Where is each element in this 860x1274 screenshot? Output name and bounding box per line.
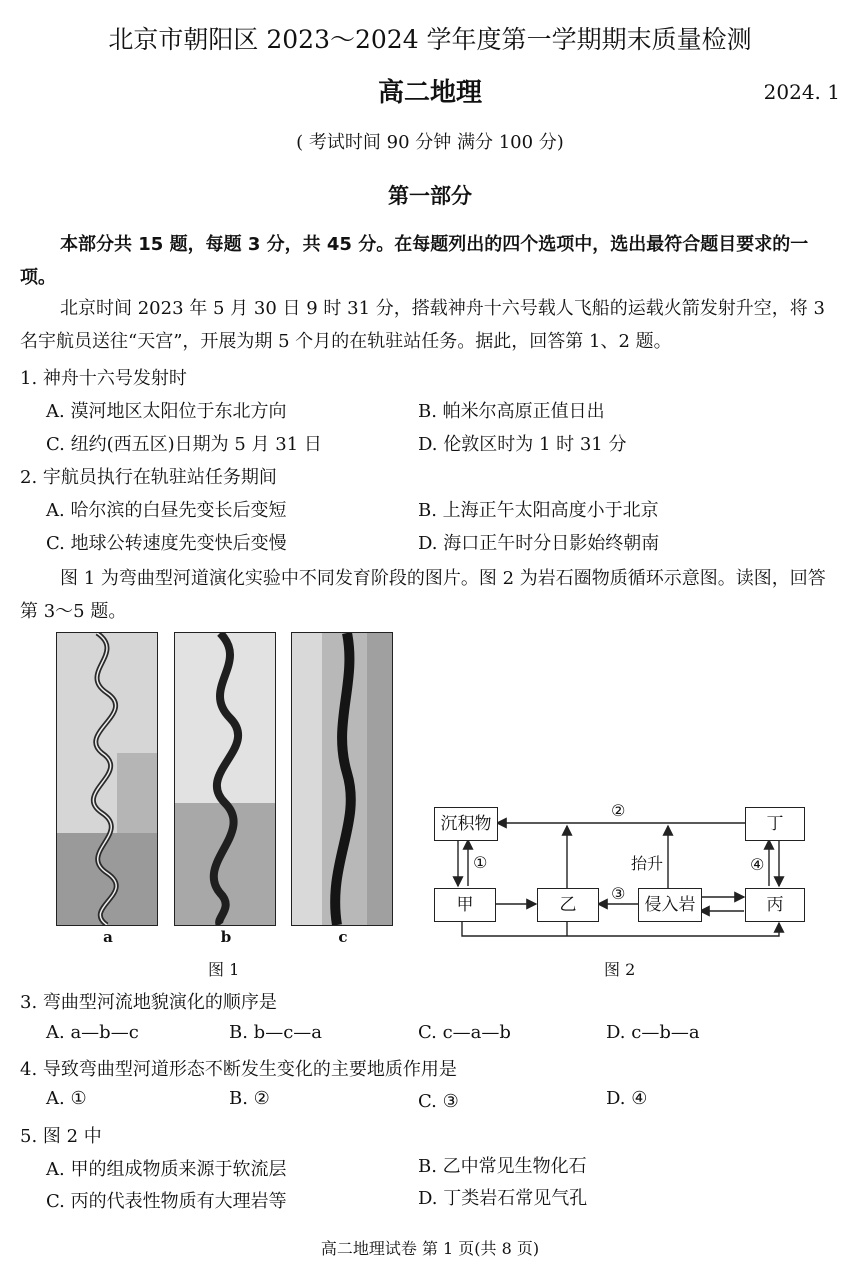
q1-option-d: D. 伦敦区时为 1 时 31 分 [418, 434, 627, 455]
exam-info: ( 考试时间 90 分钟 满分 100 分) [296, 132, 564, 153]
q5-option-b: B. 乙中常见生物化石 [418, 1156, 587, 1177]
q2-option-d: D. 海口正午时分日影始终朝南 [418, 533, 660, 554]
label-circle-2: ② [611, 801, 626, 820]
q2-option-b: B. 上海正午太阳高度小于北京 [418, 500, 659, 521]
exam-header-title: 北京市朝阳区 2023～2024 学年度第一学期期末质量检测 [108, 25, 752, 54]
box-ding: 丁 [745, 807, 805, 841]
q3-option-b: B. b—c—a [229, 1022, 323, 1043]
q4-option-b: B. ② [229, 1088, 270, 1109]
exam-date: 2024. 1 [763, 80, 840, 104]
page-footer: 高二地理试卷 第 1 页(共 8 页) [320, 1239, 540, 1258]
subject-title: 高二地理 [377, 78, 482, 108]
question-2: 2. 宇航员执行在轨驻站任务期间 [20, 467, 277, 488]
q1-option-b: B. 帕米尔高原正值日出 [418, 401, 605, 422]
box-sediment: 沉积物 [434, 807, 498, 841]
figure-2-caption: 图 2 [604, 960, 636, 979]
section-instructions: 本部分共 15 题，每题 3 分，共 45 分。在每题列出的四个选项中，选出最符合题目要求的一项。 [20, 234, 809, 288]
q5-option-c: C. 丙的代表性物质有大理岩等 [46, 1191, 287, 1212]
question-stem-2: 图 1 为弯曲型河道演化实验中不同发育阶段的图片。图 2 为岩石圈物质循环示意图。读图，回答第 3～5 题。 [20, 568, 826, 622]
q5-option-d: D. 丁类岩石常见气孔 [418, 1188, 588, 1209]
label-circle-1: ① [473, 853, 488, 872]
box-bing: 丙 [745, 888, 805, 922]
question-4: 4. 导致弯曲型河道形态不断发生变化的主要地质作用是 [20, 1059, 457, 1080]
label-uplift: 抬升 [631, 854, 664, 873]
section-title: 第一部分 [388, 184, 472, 208]
q4-option-a: A. ① [46, 1088, 87, 1109]
box-intrusive-rock: 侵入岩 [638, 888, 702, 922]
q3-option-c: C. c—a—b [418, 1022, 511, 1043]
q2-option-a: A. 哈尔滨的白昼先变长后变短 [46, 500, 287, 521]
question-1: 1. 神舟十六号发射时 [20, 368, 187, 389]
q2-option-c: C. 地球公转速度先变快后变慢 [46, 533, 287, 554]
figure-1-caption: 图 1 [208, 960, 240, 979]
question-stem-1: 北京时间 2023 年 5 月 30 日 9 时 31 分，搭载神舟十六号载人飞船的运载火箭发射升空，将 3 名宇航员送往“天宫”，开展为期 5 个月的在轨驻站任务。据此，回答第 1、2 题。 [20, 298, 825, 352]
q1-option-a: A. 漠河地区太阳位于东北方向 [46, 401, 287, 422]
q4-option-c: C. ③ [418, 1091, 459, 1112]
box-jia: 甲 [434, 888, 496, 922]
photo-label-a: a [103, 928, 113, 946]
q1-option-c: C. 纽约(西五区)日期为 5 月 31 日 [46, 434, 322, 455]
photo-label-c: c [338, 928, 348, 946]
label-circle-4: ④ [750, 855, 765, 874]
q4-option-d: D. ④ [606, 1088, 648, 1109]
box-yi: 乙 [537, 888, 599, 922]
q3-option-a: A. a—b—c [46, 1022, 139, 1043]
question-5: 5. 图 2 中 [20, 1126, 102, 1147]
photo-label-b: b [220, 928, 232, 946]
question-3: 3. 弯曲型河流地貌演化的顺序是 [20, 992, 277, 1013]
q3-option-d: D. c—b—a [606, 1022, 700, 1043]
q5-option-a: A. 甲的组成物质来源于软流层 [46, 1159, 287, 1180]
label-circle-3: ③ [611, 884, 626, 903]
